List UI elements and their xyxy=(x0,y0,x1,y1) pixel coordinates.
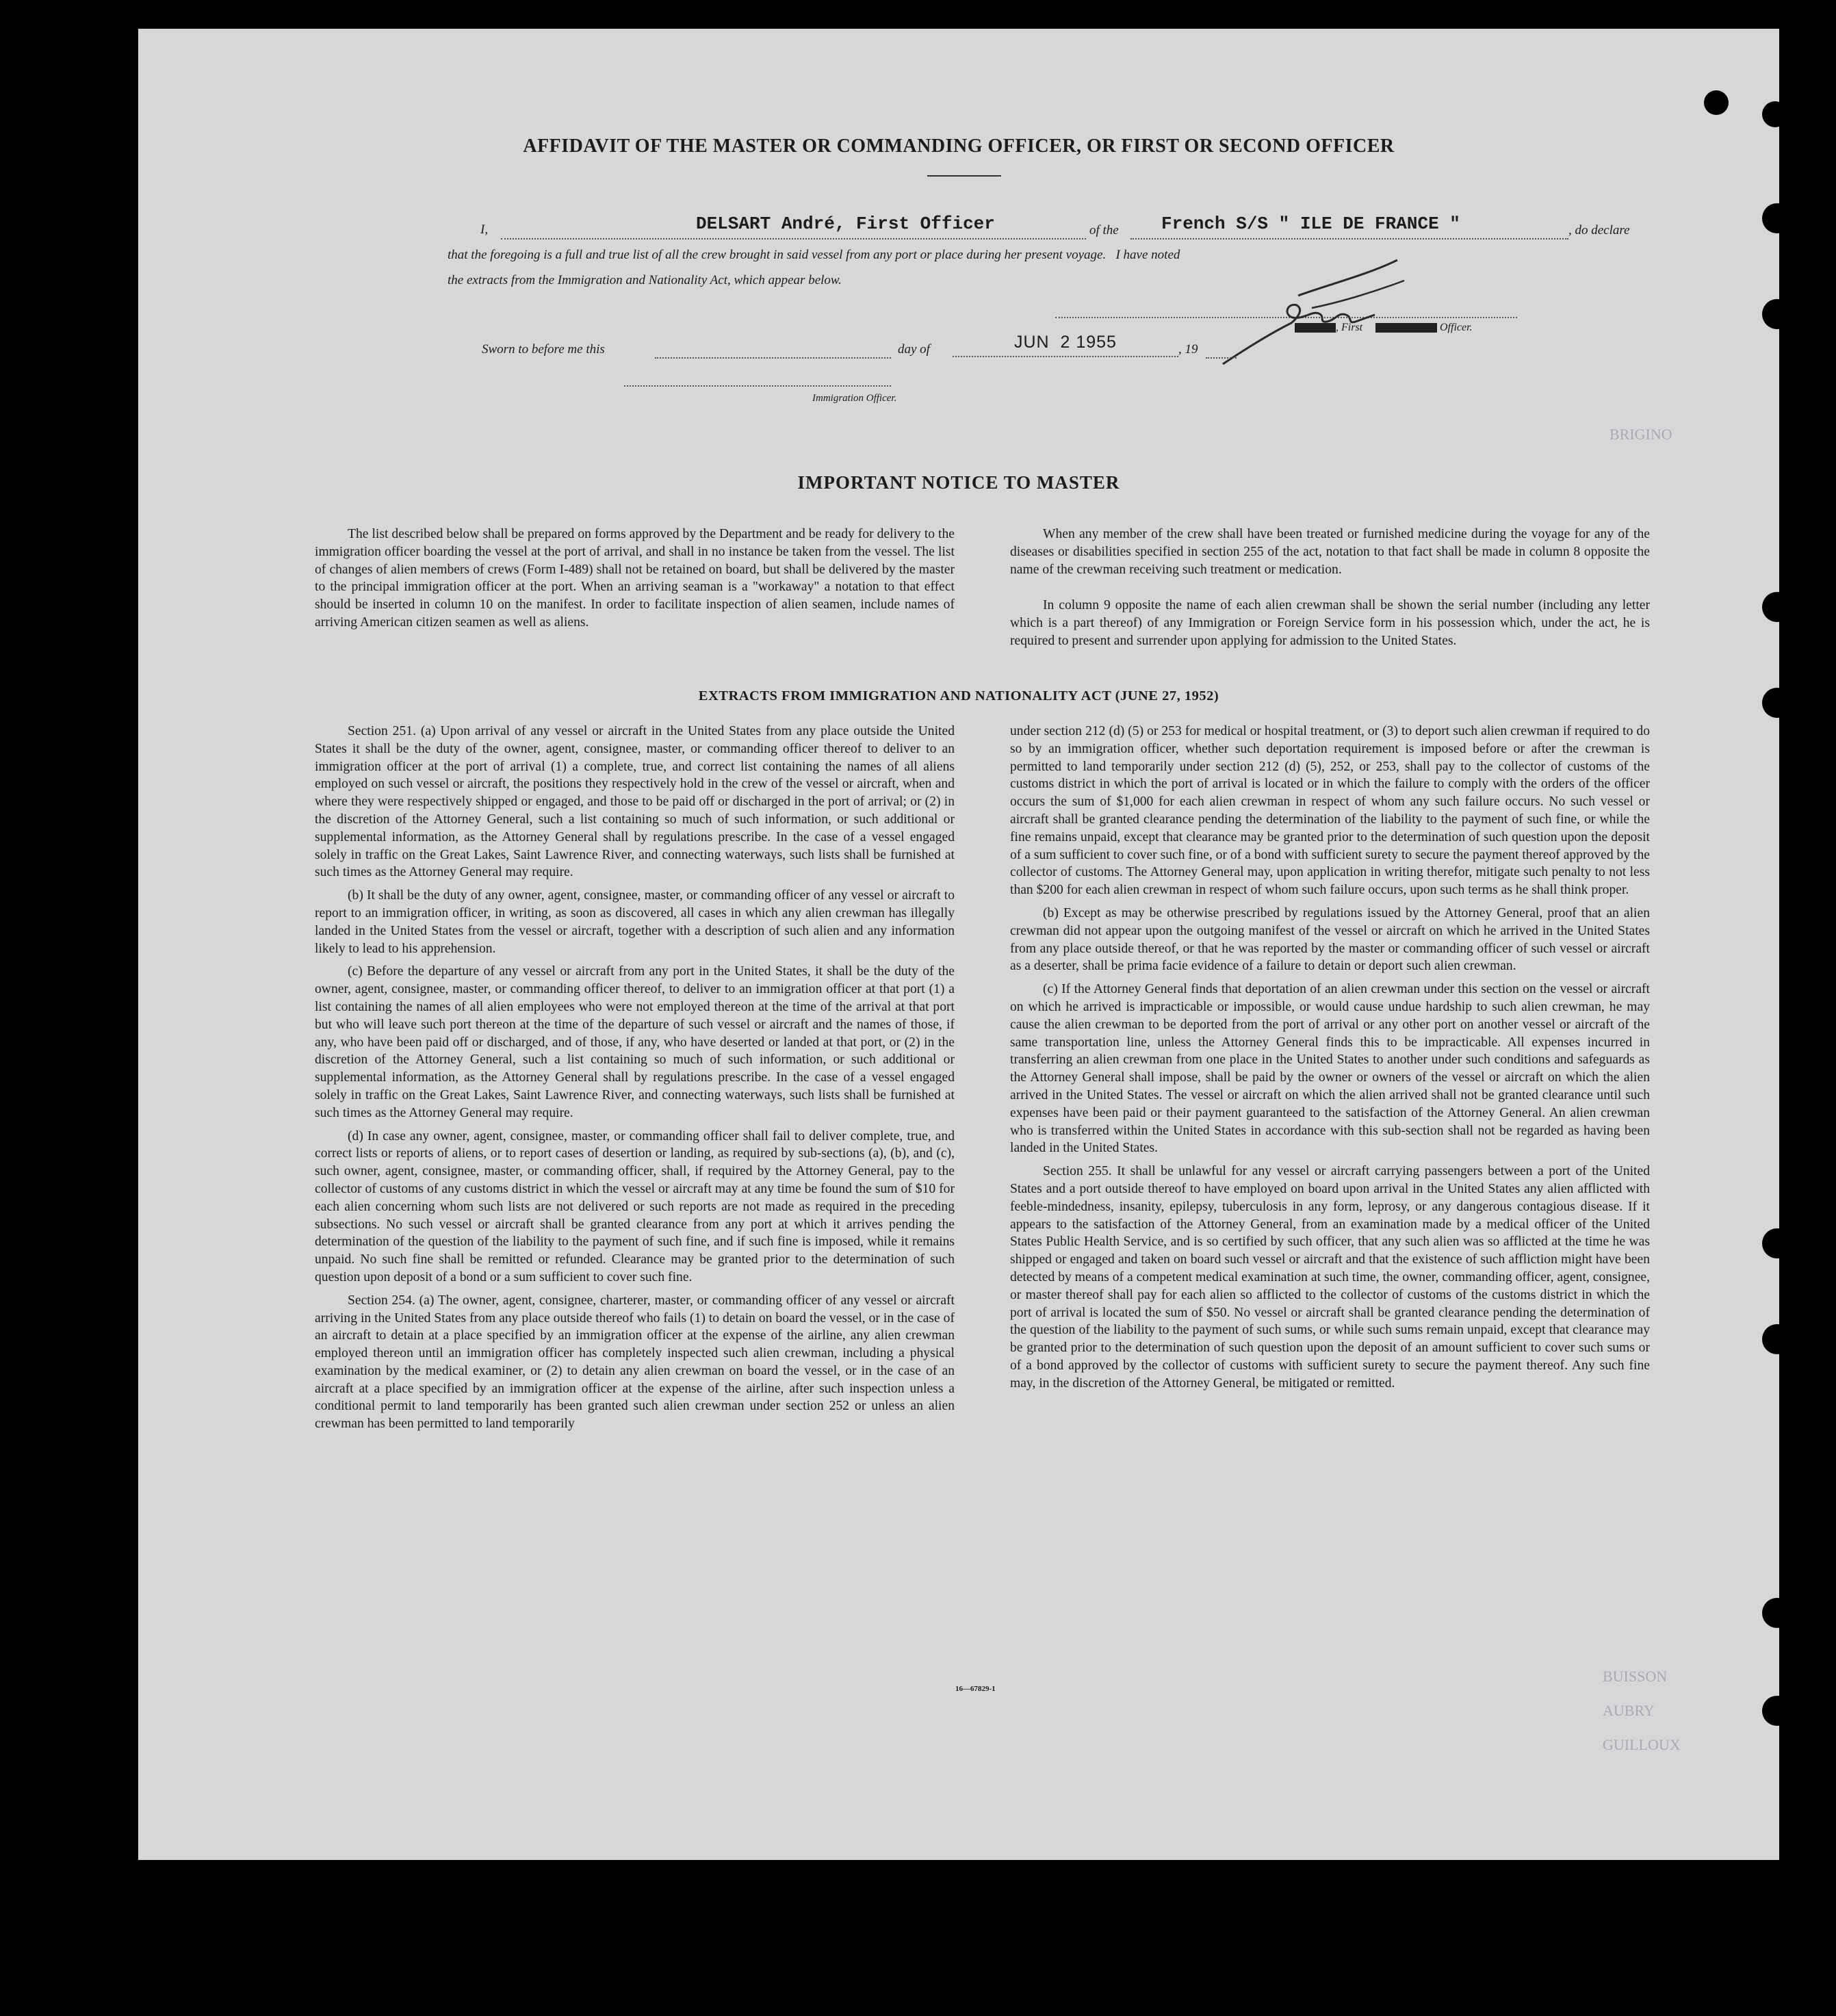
officer-label: Officer. xyxy=(1440,322,1473,333)
binder-hole xyxy=(1762,299,1792,329)
notice-right-paragraph-2: In column 9 opposite the name of each alien crewman shall be shown the serial number (including any letter which is a part thereof) of any Immigration or Foreign Service form in his possession which, under the act, he is required to present and surrender upon applying for admission to the United States. xyxy=(1010,598,1650,648)
name-field xyxy=(501,216,1086,240)
affidavit-title: AFFIDAVIT OF THE MASTER OR COMMANDING OFFICER, OR FIRST OR SECOND OFFICER xyxy=(523,135,1395,157)
section-254-a-continued: under section 212 (d) (5) or 253 for medical or hospital treatment, or (3) to deport such alien crewman if required to do so by an immigration officer, whether such deportation requirement is imposed before or after the crewman is permitted to land temporarily under section 212 (d) (5), 252, or 253, shall pay to the collector of customs of the customs district in which the port of arrival is located or in which the failure to comply with the orders of the officer occurs the sum of $1,000 for each alien crewman in respect of whom any such failure occurs. No such vessel or aircraft shall be granted clearance pending the determination of the liability to the payment of such fine, or while the fine remains unpaid, except that clearance may be granted prior to the determination of such question upon the deposit of a sum sufficient to cover such fine, or of a bond with sufficient surety to secure the payment thereof approved by the collector of customs. The Attorney General may, upon application in writing therefor, mitigate such penalty to not less than $200 for each alien crewman in respect of whom such failure occurs, upon such terms as he shall think proper. xyxy=(1010,724,1650,898)
extracts-title: EXTRACTS FROM IMMIGRATION AND NATIONALITY ACT (JUNE 27, 1952) xyxy=(698,688,1219,703)
redaction-mark xyxy=(1295,323,1336,333)
year-label: , 19 xyxy=(1178,342,1198,357)
vessel-field xyxy=(1130,216,1568,240)
section-251-d: (d) In case any owner, agent, consignee, master, or commanding officer shall fail to deliver complete, true, and correct lists or reports of aliens, or to report cases of desertion or landing, as required by sub-sections (a), (b), and (c), such owner, agent, consignee, master, or commanding officer, shall, if required by the Attorney General, pay to the collector of customs of any customs district in which the vessel or aircraft may at any time be found the sum of $10 for each alien concerning whom such lists are not delivered or such reports are not made as required in the preceding subsections. No such vessel or aircraft shall be granted clearance from any port at which it arrives pending the determination of the question of the liability to the payment of such fine, and if such fine is imposed, while it remains unpaid. No such fine shall be remitted or refunded. Clearance may be granted prior to the determination of such question upon deposit of a bond or a sum sufficient to cover such fine. xyxy=(315,1128,955,1284)
binder-hole xyxy=(1762,1598,1792,1628)
title-divider xyxy=(927,175,1001,177)
document-page: BRIGINO BUISSON AUBRY GUILLOUX AFFIDAVIT OF THE MASTER OR COMMANDING OFFICER, OR FIRST OR SECOND OFFICER I, DELSART André, First Officer of the French S/S " ILE DE FRANCE " , do declare that the foregoing is a full and true list of all the crew brought in said vessel from any port or place during her present voyage. I have noted the extracts from the Immigration and Nationality Act, which appear below. , First Officer. Sworn to before me this day of JUN 2 1955 , 19 Immigration Officer. IMPORTANT NOTICE TO MASTER The list described below shall be prepared on forms approved by the Department and be ready for delivery to the immigration officer boarding the vessel at the port of arrival, and shall in no instance be taken from the vessel. The list of changes of alien members of crews (Form I-489) shall not be retained on board, but shall be delivered by the master to the principal immigration officer at the port. When an arriving seaman is a "workaway" a notation to that effect should be inserted in column 10 on the manifest. In order to facilitate inspection of alien seamen, include names of arriving American citizen seamen as well as aliens. When any member of the crew shall have been treated or furnished medicine during the voyage for any of the diseases or disabilities specified in section 255 of the act, notation to that fact shall be made in column 8 opposite the name of the crewman receiving such treatment or medication. In column 9 opposite the name of each alien crewman shall be shown the serial number (including any letter which is a part thereof) of any Immigration or Foreign Service form in his possession which, under the act, he is required to present and surrender upon applying for admission to the United States. EXTRACTS FROM IMMIGRATION AND NATIONALITY ACT (JUNE 27, 1952) Section 251. (a) Upon arrival of any vessel or aircraft in the United States from any place outside the United States it shall be the duty of the owner, agent, consignee, master, or commanding officer thereof to deliver to an immigration officer at the port of arrival (1) a complete, true, and correct list containing the names of all aliens employed on such vessel or aircraft, the positions they respectively hold in the crew of the vessel or aircraft, when and where they were respectively shipped or engaged, and those to be paid off or discharged in the port of arrival; or (2) in the discretion of the Attorney General, such a list containing so much of such information, or such additional or supplemental information, as the Attorney General shall by regulations prescribe. In the case of a vessel engaged solely in traffic on the Great Lakes, Saint Lawrence River, and connecting waterways, such lists shall be furnished at such times as the Attorney General may require. (b) It shall be the duty of any owner, agent, consignee, master, or commanding officer of any vessel or aircraft to report to an immigration officer, in writing, as soon as discovered, all cases in which any alien crewman has illegally landed in the United States from the vessel or aircraft, together with a description of such alien and any information likely to lead to his apprehension. (c) Before the departure of any vessel or aircraft from any port in the United States, it shall be the duty of the owner, agent, consignee, master, or commanding officer thereof, to deliver to an immigration officer at that port (1) a list containing the names of all alien employees who were not employed thereon at the time of the arrival at that port but who will leave such port thereon at the time of the departure of such vessel or aircraft and the names of those, if any, who have been paid off or discharged, and of those, if any, who have deserted or landed at that port, or (2) in the discretion of the Attorney General, such a list containing so much of such information, or such additional or supplemental information, as the Attorney General shall by regulations prescribe. In the case of a vessel engaged solely in traffic on the Great Lakes, Saint Lawrence River, and connecting waterways, such lists shall be furnished at such times as the Attorney General may require. (d) In case any owner, agent, consignee, master, or commanding officer shall fail to deliver complete, true, and correct lists or reports of aliens, or to report cases of desertion or landing, as required by sub-sections (a), (b), and (c), such owner, agent, consignee, master, or commanding officer, shall, if required by the Attorney General, pay to the collector of customs of any customs district in which the vessel or aircraft may at any time be found the sum of $10 for each alien concerning whom such lists are not delivered or such reports are not made as required in the preceding subsections. No such vessel or aircraft shall be granted clearance from any port at which it arrives pending the determination of the question of the liability to the payment of such fine, and if such fine is imposed, while it remains unpaid. No such fine shall be remitted or refunded. Clearance may be granted prior to the determination of such question upon deposit of a bond or a sum sufficient to cover such fine. Section 254. (a) The owner, agent, consignee, charterer, master, or commanding officer of any vessel or aircraft arriving in the United States from any place outside thereof who fails (1) to detain on board the vessel, or in the case of an aircraft to detain at a place specified by an immigration officer at the expense of the airline, any alien crewman employed thereon until an immigration officer has completely inspected such alien crewman, including a physical examination by the medical examiner, or (2) to detain any alien crewman on board the vessel, or in the case of an aircraft at a place specified by an immigration officer at the expense of the airline, after such inspection unless a conditional permit to land temporarily has been granted such alien crewman under section 252 or unless an alien crewman has been permitted to land temporarily under section 212 (d) (5) or 253 for medical or hospital treatment, or (3) to deport such alien crewman if required to do so by an immigration officer, whether such deportation requirement is imposed before or after the crewman is permitted to land temporarily under section 212 (d) (5), 252, or 253, shall pay to the collector of customs of the customs district in which the port of arrival is located or in which the failure to comply with the orders of the officer occurs the sum of $1,000 for each alien crewman in respect of whom any such failure occurs. No such vessel or aircraft shall be granted clearance pending the determination of the liability to the payment of such fine, or while the fine remains unpaid, except that clearance may be granted prior to the determination of such question upon the deposit of a sum sufficient to cover such fine, or of a bond with sufficient surety to secure the payment thereof approved by the collector of customs. The Attorney General may, upon application in writing therefor, mitigate such penalty to not less than $200 for each alien crewman in respect of whom such failure occurs, upon such terms as he shall think proper. (b) Except as may be otherwise prescribed by regulations issued by the Attorney General, proof that an alien crewman did not appear upon the outgoing manifest of the vessel or aircraft on which he arrived in the United States from any place outside thereof, or that he was reported by the master or commanding officer of such vessel or aircraft as a deserter, shall be prima facie evidence of a failure to detain or deport such alien crewman. (c) If the Attorney General finds that deportation of an alien crewman under this section on the vessel or aircraft on which he arrived is impracticable or impossible, or would cause undue hardship to such alien crewman, he may cause the alien crewman to be deported from the port of arrival or any other port on another vessel or aircraft of the same transportation line, unless the Attorney General finds this to be impracticable. All expenses incurred in transferring an alien crewman from one place in the United States to another under such conditions and safeguards as the Attorney General shall impose, shall be paid by the owner or owners of the vessel or aircraft on which the alien arrived in the United States. The vessel or aircraft on which the alien arrived shall not be granted clearance until such expenses have been paid or their payment guaranteed to the satisfaction of the Attorney General. An alien crewman who is transferred within the United States in accordance with this sub-section shall not be regarded as having been landed in the United States. Section 255. It shall be unlawful for any vessel or aircraft carrying passengers between a port of the United States and a port outside thereof to have employed on board upon arrival in the United States any alien afflicted with feeble-mindedness, insanity, epilepsy, tuberculosis in any form, leprosy, or any dangerous contagious disease. If it appears to the satisfaction of the Attorney General, from an examination made by a medical officer of the United States Public Health Service, and is so certified by such officer, that any such alien was so afflicted at the time he was shipped or engaged and taken on board such vessel or aircraft and that the existence of such affliction might have been detected by means of a competent medical examination at such time, the owner, commanding officer, agent, consignee, or master thereof shall pay for each alien so afflicted to the collector of customs of the customs district in which the port of arrival is located the sum of $50. No vessel or aircraft shall be granted clearance pending the determination of the question of the liability to the payment of such sums, or while such sums remain unpaid, except that clearance may be granted prior to the determination of such question upon the deposit of an amount sufficient to cover such sums or of a bond approved by the collector of customs with sufficient surety to secure the payment thereof. Any such fine may, in the discretion of the Attorney General, be mitigated or remitted. 16—67829-1 xyxy=(138,29,1779,1860)
notice-title: IMPORTANT NOTICE TO MASTER xyxy=(797,472,1120,493)
redaction-mark xyxy=(1375,323,1437,333)
day-of-label: day of xyxy=(898,342,930,357)
extracts-left-column xyxy=(315,723,955,1433)
of-the-label: of the xyxy=(1089,223,1119,237)
section-251-a: Section 251. (a) Upon arrival of any vessel or aircraft in the United States from any place outside the United States it shall be the duty of the owner, agent, consignee, master, or commanding officer thereof to deliver to an immigration officer at the port of arrival (1) a complete, true, and correct list containing the names of all aliens employed on such vessel or aircraft, the positions they respectively hold in the crew of the vessel or aircraft, when and where they were respectively shipped or engaged, and those to be paid off or discharged in the port of arrival; or (2) in the discretion of the Attorney General, such a list containing so much of such information, or such additional or supplemental information, as the Attorney General shall by regulations prescribe. In the case of a vessel engaged solely in traffic on the Great Lakes, Saint Lawrence River, and connecting waterways, such lists shall be furnished at such times as the Attorney General may require. xyxy=(315,724,955,880)
notice-left-paragraph: The list described below shall be prepared on forms approved by the Department and be ready for delivery to the immigration officer boarding the vessel at the port of arrival, and shall in no instance be taken from the vessel. The list of changes of alien members of crews (Form I-489) shall not be retained on board, but shall be delivered by the master to the principal immigration officer at the port. When an arriving seaman is a "workaway" a notation to that effect should be inserted in column 10 on the manifest. In order to facilitate inspection of alien seamen, include names of arriving American citizen seamen as well as aliens. xyxy=(315,527,955,630)
binder-hole xyxy=(1762,203,1792,233)
section-254-b: (b) Except as may be otherwise prescribed by regulations issued by the Attorney General, proof that an alien crewman did not appear upon the outgoing manifest of the vessel or aircraft on which he arrived in the United States from any place outside thereof, or that he was reported by the master or commanding officer of such vessel or aircraft as a deserter, shall be prima facie evidence of a failure to detain or deport such alien crewman. xyxy=(1010,905,1650,974)
binder-hole xyxy=(1762,1228,1792,1258)
section-251-c: (c) Before the departure of any vessel or aircraft from any port in the United States, it shall be the duty of the owner, agent, consignee, master, or commanding officer thereof, to deliver to an immigration officer at that port (1) a list containing the names of all alien employees who were not employed thereon at the time of the arrival at that port but who will leave such port thereon at the time of the departure of such vessel or aircraft and the names of those, if any, who have been paid off or discharged, and of those, if any, who have deserted or landed at that port, or (2) in the discretion of the Attorney General, such a list containing so much of such information, or such additional or supplemental information, as the Attorney General shall by regulations prescribe. In the case of a vessel engaged solely in traffic on the Great Lakes, Saint Lawrence River, and connecting waterways, such lists shall be furnished at such times as the Attorney General may require. xyxy=(315,964,955,1120)
notice-right-paragraph-1: When any member of the crew shall have been treated or furnished medicine during the voyage for any of the diseases or disabilities specified in section 255 of the act, notation to that fact shall be made in column 8 opposite the name of the crewman receiving such treatment or medication. xyxy=(1010,527,1650,577)
extracts-right-column xyxy=(1010,723,1650,1392)
section-251-b: (b) It shall be the duty of any owner, agent, consignee, master, or commanding officer of any vessel or aircraft to report to an immigration officer, in writing, as soon as discovered, all cases in which any alien crewman has illegally landed in the United States from the vessel or aircraft, together with a description of such alien and any information likely to lead to his apprehension. xyxy=(315,888,955,956)
binder-hole xyxy=(1704,90,1729,115)
immigration-officer-label: Immigration Officer. xyxy=(812,393,897,404)
i-label: I, xyxy=(480,222,489,237)
section-254-a: Section 254. (a) The owner, agent, consignee, charterer, master, or commanding officer of any vessel or aircraft arriving in the United States from any place outside thereof who fails (1) to detain on board the vessel, or in the case of an aircraft to detain at a place specified by an immigration officer at the expense of the airline, any alien crewman employed thereon until an immigration officer has completely inspected such alien crewman, including a physical examination by the medical examiner, or (2) to detain any alien crewman on board the vessel, or in the case of an aircraft at a place specified by an immigration officer at the expense of the airline, after such inspection unless a conditional permit to land temporarily has been granted such alien crewman under section 252 or unless an alien crewman has been permitted to land temporarily xyxy=(315,1293,955,1432)
binder-hole xyxy=(1762,1324,1792,1354)
date-stamp: JUN 2 1955 xyxy=(1014,333,1117,352)
date-field xyxy=(953,334,1178,357)
section-255: Section 255. It shall be unlawful for any vessel or aircraft carrying passengers between a port of the United States and a port outside thereof to have employed on board upon arrival in the United States any alien afflicted with feeble-mindedness, insanity, epilepsy, tuberculosis in any form, leprosy, or any dangerous contagious disease. If it appears to the satisfaction of the Attorney General, from an examination made by a medical officer of the United States Public Health Service, and is so certified by such officer, that any such alien was so afflicted at the time he was shipped or engaged and taken on board such vessel or aircraft and that the existence of such affliction might have been detected by means of a competent medical examination at such time, the owner, commanding officer, agent, consignee, or master thereof shall pay for each alien so afflicted to the collector of customs of the customs district in which the port of arrival is located the sum of $50. No vessel or aircraft shall be granted clearance pending the determination of the question of the liability to the payment of such sums, or while such sums remain unpaid, except that clearance may be granted prior to the determination of such question upon the deposit of an amount sufficient to cover such sums or of a bond approved by the collector of customs with sufficient surety to secure the payment thereof. Any such fine may, in the discretion of the Attorney General, be mitigated or remitted. xyxy=(1010,1164,1650,1391)
declaration-line-2: the extracts from the Immigration and Nationality Act, which appear below. xyxy=(448,273,842,287)
officer-name: DELSART André, First Officer xyxy=(696,214,995,234)
sworn-day-field xyxy=(655,350,891,359)
vessel-name: French S/S " ILE DE FRANCE " xyxy=(1161,214,1460,234)
officer-prefix: , First xyxy=(1336,322,1363,333)
binder-hole xyxy=(1762,101,1788,127)
officer-signature xyxy=(1216,255,1421,371)
year-field xyxy=(1206,350,1237,359)
section-254-c: (c) If the Attorney General finds that deportation of an alien crewman under this section on the vessel or aircraft on which he arrived is impracticable or impossible, or would cause undue hardship to such alien crewman, he may cause the alien crewman to be deported from the port of arrival or any other port on another vessel or aircraft of the same transportation line, unless the Attorney General finds this to be impracticable. All expenses incurred in transferring an alien crewman from one place in the United States to another under such conditions and safeguards as the Attorney General shall impose, shall be paid by the owner or owners of the vessel or aircraft on which the alien arrived in the United States. The vessel or aircraft on which the alien arrived shall not be granted clearance until such expenses have been paid or their payment guaranteed to the satisfaction of the Attorney General. An alien crewman who is transferred within the United States in accordance with this sub-section shall not be regarded as having been landed in the United States. xyxy=(1010,982,1650,1156)
sworn-label: Sworn to before me this xyxy=(482,342,605,357)
immigration-officer-line xyxy=(624,385,891,387)
do-declare-label: , do declare xyxy=(1568,223,1630,237)
binder-hole xyxy=(1762,688,1792,718)
binder-hole xyxy=(1762,592,1792,622)
declaration-line-1: that the foregoing is a full and true list of all the crew brought in said vessel from any port or place during her present voyage. I have noted xyxy=(448,248,1180,262)
binder-hole xyxy=(1762,1696,1792,1726)
form-code: 16—67829-1 xyxy=(955,1685,996,1693)
